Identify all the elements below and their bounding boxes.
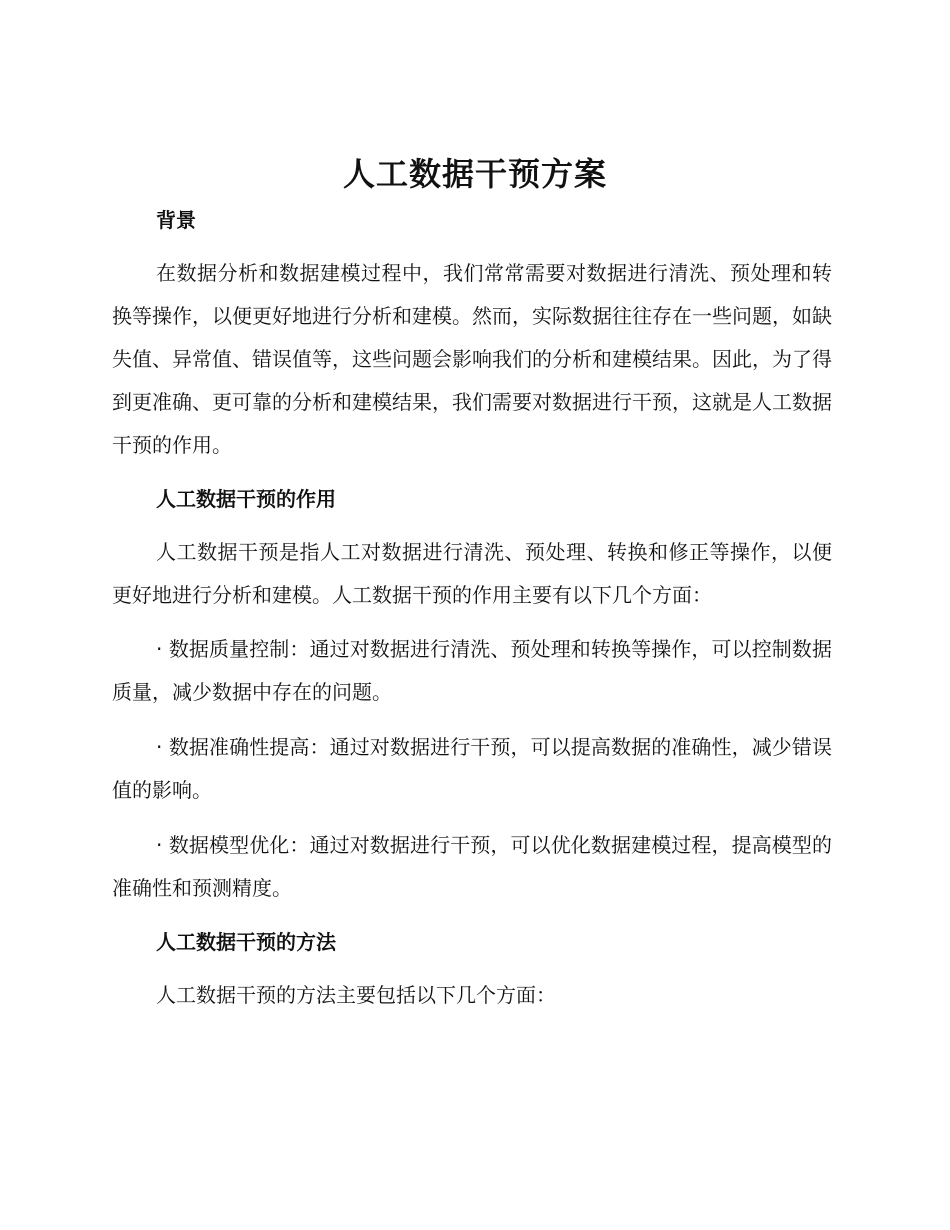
bullet-item-quality-control: · 数据质量控制：通过对数据进行清洗、预处理和转换等操作，可以控制数据质量，减少数据中存在的问题。 xyxy=(112,637,832,704)
paragraph-methods-intro: 人工数据干预的方法主要包括以下几个方面： xyxy=(156,983,556,1007)
paragraph-background: 在数据分析和数据建模过程中，我们常常需要对数据进行清洗、预处理和转换等操作，以便更好地进行分析和建模。然而，实际数据往往存在一些问题，如缺失值、异常值、错误值等，这些问题会影响我们的分析和建模结果。因此，为了得到更准确、更可靠的分析和建模结果，我们需要对数据进行干预，这就是人工数据干预的作用。 xyxy=(112,261,832,457)
document-title: 人工数据干预方案 xyxy=(342,155,607,193)
section-heading-methods: 人工数据干预的方法 xyxy=(156,930,336,954)
section-heading-background: 背景 xyxy=(156,208,196,232)
bullet-item-accuracy: · 数据准确性提高：通过对数据进行干预，可以提高数据的准确性，减少错误值的影响。 xyxy=(112,735,832,802)
paragraph-role-intro: 人工数据干预是指人工对数据进行清洗、预处理、转换和修正等操作，以便更好地进行分析和建模。人工数据干预的作用主要有以下几个方面： xyxy=(112,540,832,607)
bullet-item-model-optimization: · 数据模型优化：通过对数据进行干预，可以优化数据建模过程，提高模型的准确性和预测精度。 xyxy=(112,833,832,900)
section-heading-role: 人工数据干预的作用 xyxy=(156,487,336,511)
